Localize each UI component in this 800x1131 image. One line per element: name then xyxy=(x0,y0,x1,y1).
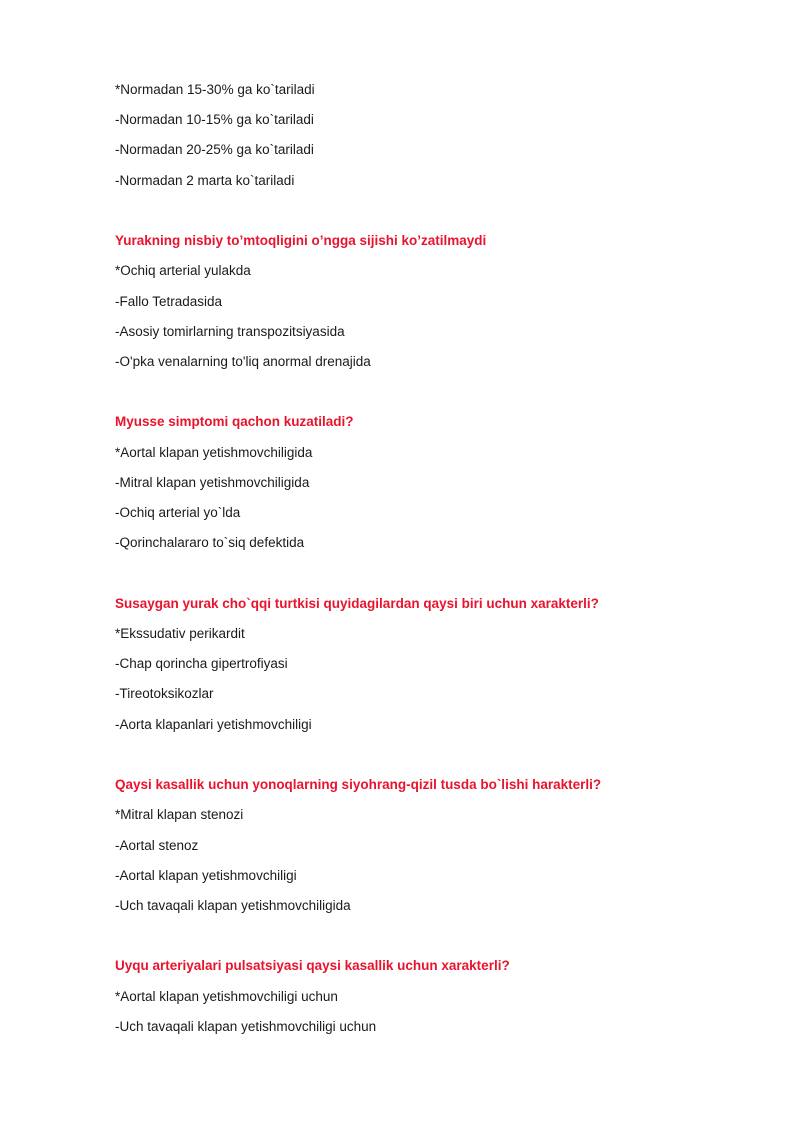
answer-option: *Ochiq arterial yulakda xyxy=(115,263,251,279)
answer-option: -O'pka venalarning to'liq anormal drenajida xyxy=(115,353,371,369)
answer-option: -Ochiq arterial yo`lda xyxy=(115,505,241,521)
answer-option: -Asosiy tomirlarning transpozitsiyasida xyxy=(115,323,345,339)
answer-option: -Aortal stenoz xyxy=(115,837,199,853)
question-block xyxy=(115,589,755,740)
answer-option: -Fallo Tetradasida xyxy=(115,293,223,309)
answer-option: -Qorinchalararo to`siq defektida xyxy=(115,535,305,551)
spacer xyxy=(115,921,755,951)
spacer xyxy=(115,558,755,588)
answer-option: *Aortal klapan yetishmovchiligida xyxy=(115,444,313,460)
answer-option: -Uch tavaqali klapan yetishmovchiligi uchun xyxy=(115,1018,377,1034)
question-block xyxy=(115,226,755,377)
answer-option: -Normadan 20-25% ga ko`tariladi xyxy=(115,142,314,158)
answer-block xyxy=(115,75,755,196)
question-text: Yurakning nisbiy to’mtoqligini o’ngga sijishi ko’zatilmaydi xyxy=(115,233,487,249)
spacer xyxy=(115,740,755,770)
answer-option: *Aortal klapan yetishmovchiligi uchun xyxy=(115,988,338,1004)
spacer xyxy=(115,196,755,226)
question-text: Myusse simptomi qachon kuzatiladi? xyxy=(115,414,354,430)
answer-option: -Normadan 10-15% ga ko`tariladi xyxy=(115,112,314,128)
document-page xyxy=(115,75,755,1042)
question-text: Uyqu arteriyalari pulsatsiyasi qaysi kasallik uchun xarakterli? xyxy=(115,958,510,974)
question-block xyxy=(115,770,755,921)
answer-option: *Ekssudativ perikardit xyxy=(115,625,245,641)
answer-option: -Normadan 2 marta ko`tariladi xyxy=(115,172,295,188)
answer-option: *Mitral klapan stenozi xyxy=(115,807,244,823)
answer-option: -Aorta klapanlari yetishmovchiligi xyxy=(115,716,312,732)
answer-option: -Aortal klapan yetishmovchiligi xyxy=(115,867,297,883)
question-text: Qaysi kasallik uchun yonoqlarning siyohrang-qizil tusda bo`lishi harakterli? xyxy=(115,777,602,793)
answer-option: -Tireotoksikozlar xyxy=(115,686,214,702)
question-block xyxy=(115,951,755,1042)
answer-option: *Normadan 15-30% ga ko`tariladi xyxy=(115,82,315,97)
question-text: Susaygan yurak cho`qqi turtkisi quyidagilardan qaysi biri uchun xarakterli? xyxy=(115,595,599,611)
question-block xyxy=(115,407,755,558)
spacer xyxy=(115,377,755,407)
answer-option: -Uch tavaqali klapan yetishmovchiligida xyxy=(115,897,351,913)
answer-option: -Chap qorincha gipertrofiyasi xyxy=(115,656,288,672)
answer-option: -Mitral klapan yetishmovchiligida xyxy=(115,474,310,490)
